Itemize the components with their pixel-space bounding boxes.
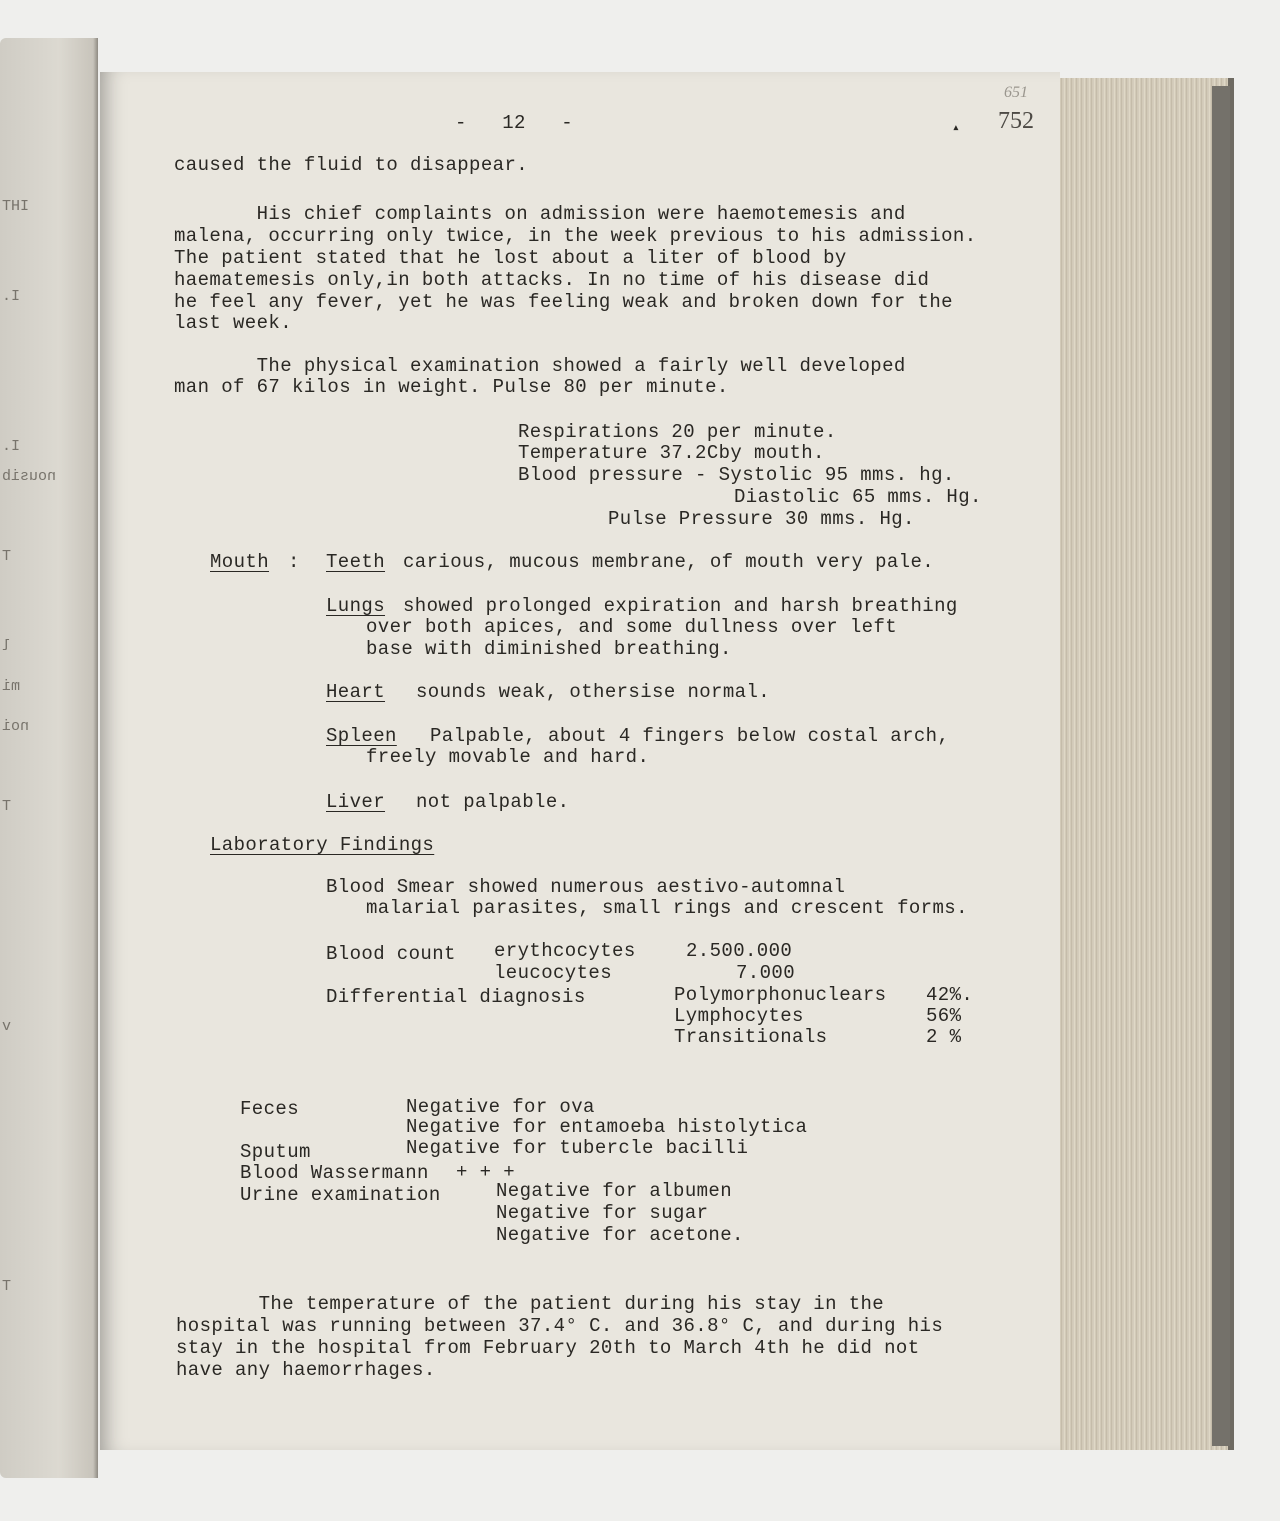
blood-count-name: erythcocytes bbox=[494, 940, 636, 962]
pencil-note: 651 bbox=[1004, 84, 1028, 101]
heart-label: Heart bbox=[326, 681, 386, 703]
ghost-text: I. bbox=[2, 438, 21, 455]
page-number: - 12 - bbox=[455, 112, 574, 134]
text-line: haematemesis only,in both attacks. In no time of his disease did bbox=[174, 269, 930, 291]
text-line: malena, occurring only twice, in the week previous to his admission. bbox=[174, 225, 977, 247]
heart-text: sounds weak, othersise normal. bbox=[416, 681, 771, 703]
vital-bp-diastolic: Diastolic 65 mms. Hg. bbox=[734, 486, 982, 508]
ghost-text: T bbox=[2, 798, 12, 815]
text-line: The physical examination showed a fairly well developed bbox=[174, 355, 906, 377]
text-line: His chief complaints on admission were haemotemesis and bbox=[174, 203, 906, 225]
differential-name: Transitionals bbox=[674, 1026, 828, 1048]
teeth-label: Teeth bbox=[326, 551, 386, 573]
text-line: stay in the hospital from February 20th to March 4th he did not bbox=[176, 1337, 920, 1359]
differential-value: 2 % bbox=[926, 1026, 962, 1048]
lungs-text: over both apices, and some dullness over left bbox=[366, 616, 898, 638]
ghost-text: nousib bbox=[2, 468, 57, 485]
mouth-label: Mouth bbox=[210, 551, 270, 573]
lungs-text: showed prolonged expiration and harsh breathing bbox=[403, 595, 958, 617]
text-line: The patient stated that he lost about a liter of blood by bbox=[174, 247, 847, 269]
ghost-text: T bbox=[2, 1278, 12, 1295]
book-cover-edge bbox=[1212, 86, 1230, 1446]
lungs-label: Lungs bbox=[326, 595, 386, 617]
blood-count-value: 7.000 bbox=[736, 962, 796, 984]
urine-result: Negative for albumen bbox=[496, 1180, 733, 1202]
teeth-text: carious, mucous membrane, of mouth very pale. bbox=[403, 551, 935, 573]
text-line: he feel any fever, yet he was feeling weak and broken down for the bbox=[174, 291, 953, 313]
feces-result: Negative for ova bbox=[406, 1096, 595, 1118]
sputum-result: Negative for tubercle bacilli bbox=[406, 1137, 749, 1159]
ghost-text: v bbox=[2, 1018, 12, 1035]
mouth-colon: : bbox=[288, 551, 300, 573]
vital-bp-systolic: Blood pressure - Systolic 95 mms. hg. bbox=[518, 464, 955, 486]
urine-result: Negative for acetone. bbox=[496, 1224, 744, 1246]
blood-count-label: Blood count bbox=[326, 943, 456, 965]
differential-value: 56% bbox=[926, 1005, 962, 1027]
ghost-text: T bbox=[2, 548, 12, 565]
blood-smear-text: malarial parasites, small rings and crescent forms. bbox=[366, 897, 968, 919]
vital-pulse-pressure: Pulse Pressure 30 mms. Hg. bbox=[608, 508, 915, 530]
feces-label: Feces bbox=[240, 1098, 300, 1120]
folio-number: 752 bbox=[998, 108, 1034, 134]
blood-count-name: leucocytes bbox=[494, 962, 613, 984]
feces-result: Negative for entamoeba histolytica bbox=[406, 1116, 808, 1138]
blood-count-value: 2.500.000 bbox=[686, 940, 793, 962]
vital-respirations: Respirations 20 per minute. bbox=[518, 421, 837, 443]
text-line: caused the fluid to disappear. bbox=[174, 154, 529, 176]
urine-label: Urine examination bbox=[240, 1184, 441, 1206]
vital-temperature: Temperature 37.2Cby mouth. bbox=[518, 442, 825, 464]
text-line: The temperature of the patient during his stay in the bbox=[176, 1293, 885, 1315]
small-mark: ▴ bbox=[952, 120, 961, 135]
differential-value: 42%. bbox=[926, 984, 974, 1006]
urine-result: Negative for sugar bbox=[496, 1202, 709, 1224]
ghost-text: IHT bbox=[2, 198, 30, 215]
spleen-text: freely movable and hard. bbox=[366, 746, 650, 768]
spleen-text: Palpable, about 4 fingers below costal arch, bbox=[430, 725, 950, 747]
differential-name: Polymorphonuclears bbox=[674, 984, 887, 1006]
differential-label: Differential diagnosis bbox=[326, 986, 586, 1008]
lungs-text: base with diminished breathing. bbox=[366, 638, 732, 660]
ghost-text: l bbox=[2, 638, 12, 655]
text-line: have any haemorrhages. bbox=[176, 1359, 436, 1381]
liver-label: Liver bbox=[326, 791, 386, 813]
text-line: last week. bbox=[174, 312, 293, 334]
spleen-label: Spleen bbox=[326, 725, 397, 747]
left-facing-page bbox=[0, 38, 98, 1478]
lab-heading: Laboratory Findings bbox=[210, 834, 435, 856]
wassermann-label: Blood Wassermann bbox=[240, 1162, 429, 1184]
ghost-text: noi bbox=[2, 718, 30, 735]
differential-name: Lymphocytes bbox=[674, 1005, 804, 1027]
ghost-text: I. bbox=[2, 288, 21, 305]
page-edges bbox=[1058, 78, 1234, 1450]
liver-text: not palpable. bbox=[416, 791, 570, 813]
sputum-label: Sputum bbox=[240, 1141, 311, 1163]
text-line: man of 67 kilos in weight. Pulse 80 per minute. bbox=[174, 376, 729, 398]
ghost-text: mi bbox=[2, 678, 21, 695]
blood-smear-text: Blood Smear showed numerous aestivo-automnal bbox=[326, 876, 846, 898]
text-line: hospital was running between 37.4° C. and 36.8° C, and during his bbox=[176, 1315, 944, 1337]
wassermann-value: + + + bbox=[456, 1161, 516, 1183]
